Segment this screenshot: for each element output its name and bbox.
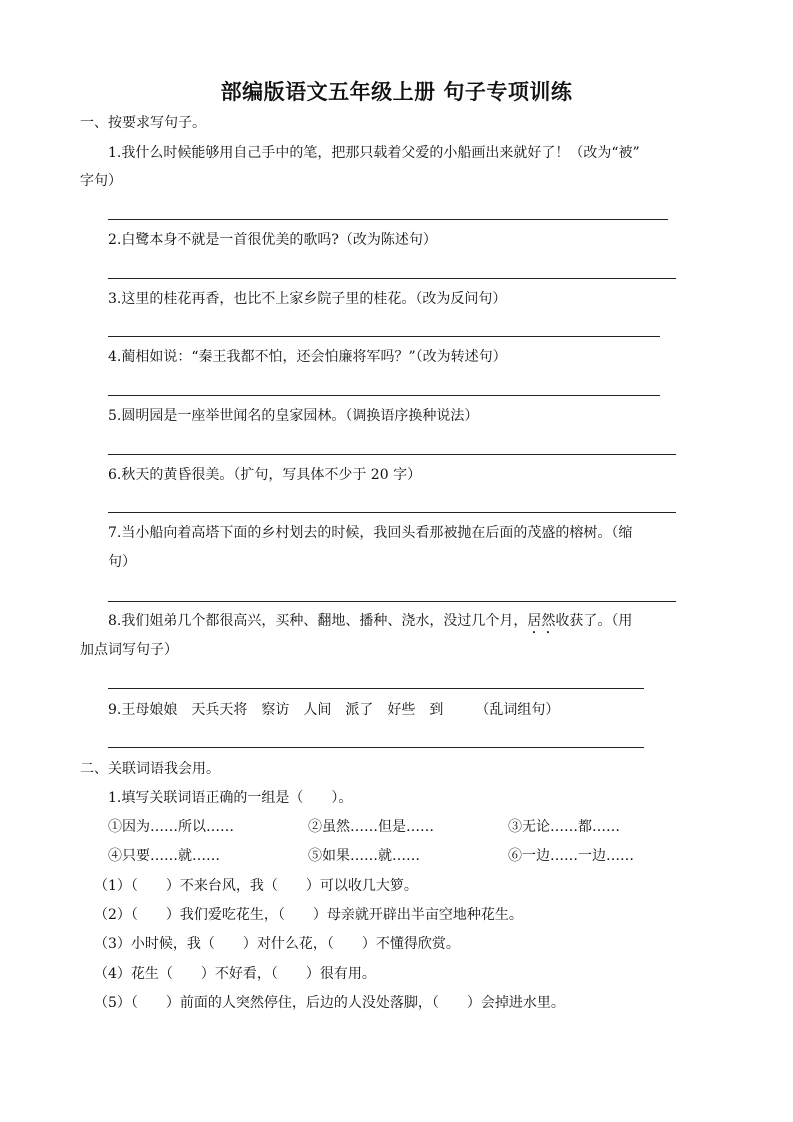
answer-line-4[interactable]: [108, 395, 660, 396]
word-1: 天兵天将: [191, 702, 248, 718]
fill-item-5[interactable]: （5）（ ）前面的人突然停住，后边的人没处落脚，（ ）会掉进水里。: [94, 995, 565, 1011]
fill-item-2[interactable]: （2）（ ）我们爱吃花生，（ ）母亲就开辟出半亩空地种花生。: [94, 907, 523, 923]
answer-line-7[interactable]: [108, 601, 676, 602]
word-5: 好些: [387, 702, 416, 718]
question-8-line-2: 加点词写句子）: [80, 642, 178, 658]
word-2: 察访: [261, 702, 290, 718]
question-8-text-a: 8.我们姐弟几个都很高兴，买种、翻地、播种、浇水，没过几个月，: [108, 613, 528, 629]
answer-line-9[interactable]: [108, 747, 644, 748]
question-7-line-2: 句）: [108, 554, 136, 570]
answer-line-3[interactable]: [108, 336, 660, 337]
question-4: 4.蔺相如说：“秦王我都不怕，还会怕廉将军吗？”（改为转述句）: [108, 349, 507, 365]
question-1-line-1: 1.我什么时候能够用自己手中的笔，把那只载着父爱的小船画出来就好了！（改为“被”: [108, 145, 640, 161]
fill-item-4[interactable]: （4）花生（ ）不好看，（ ）很有用。: [94, 966, 376, 982]
question-9-note: （乱词组句）: [475, 702, 560, 718]
answer-line-5[interactable]: [108, 454, 676, 455]
word-3: 人间: [303, 702, 332, 718]
option-5: ⑤如果……就……: [308, 848, 420, 864]
answer-line-6[interactable]: [108, 512, 676, 513]
page-title: 部编版语文五年级上册 句子专项训练: [220, 80, 573, 104]
question-9: [108, 700, 559, 720]
question-9-label: 9.王母娘娘: [108, 702, 178, 718]
question-8-text-b: 收获了。（用: [555, 613, 633, 629]
word-4: 派了: [345, 702, 374, 718]
question-8-line-1: [108, 611, 632, 637]
answer-line-8[interactable]: [108, 688, 644, 689]
answer-line-2[interactable]: [108, 278, 676, 279]
section-1-heading: 一、按要求写句子。: [80, 115, 206, 131]
dotted-word: 居然: [527, 613, 556, 629]
question-7-line-1: 7.当小船向着高塔下面的乡村划去的时候，我回头看那被抛在后面的茂盛的榕树。（缩: [108, 525, 633, 541]
answer-line-1[interactable]: [108, 219, 668, 220]
fill-item-1[interactable]: （1）（ ）不来台风，我（ ）可以收几大箩。: [94, 878, 418, 894]
question-5: 5.圆明园是一座举世闻名的皇家园林。（调换语序换种说法）: [108, 408, 479, 424]
option-4: ④只要……就……: [108, 848, 220, 864]
option-1: ①因为……所以……: [108, 819, 234, 835]
option-6: ⑥一边……一边……: [508, 848, 634, 864]
question-2: 2.白鹭本身不就是一首很优美的歌吗?（改为陈述句）: [108, 232, 437, 248]
question-6: 6.秋天的黄昏很美。（扩句，写具体不少于 20 字）: [108, 467, 422, 483]
option-3: ③无论……都……: [508, 819, 620, 835]
connector-question: 1.填写关联词语正确的一组是（ ）。: [108, 790, 353, 806]
question-1-line-2: 字句）: [80, 173, 122, 189]
fill-item-3[interactable]: （3）小时候，我（ ）对什么花，（ ）不懂得欣赏。: [94, 936, 460, 952]
word-6: 到: [429, 702, 444, 718]
option-2: ②虽然……但是……: [308, 819, 434, 835]
section-2-heading: 二、关联词语我会用。: [80, 761, 220, 777]
question-3: 3.这里的桂花再香，也比不上家乡院子里的桂花。（改为反问句）: [108, 291, 507, 307]
